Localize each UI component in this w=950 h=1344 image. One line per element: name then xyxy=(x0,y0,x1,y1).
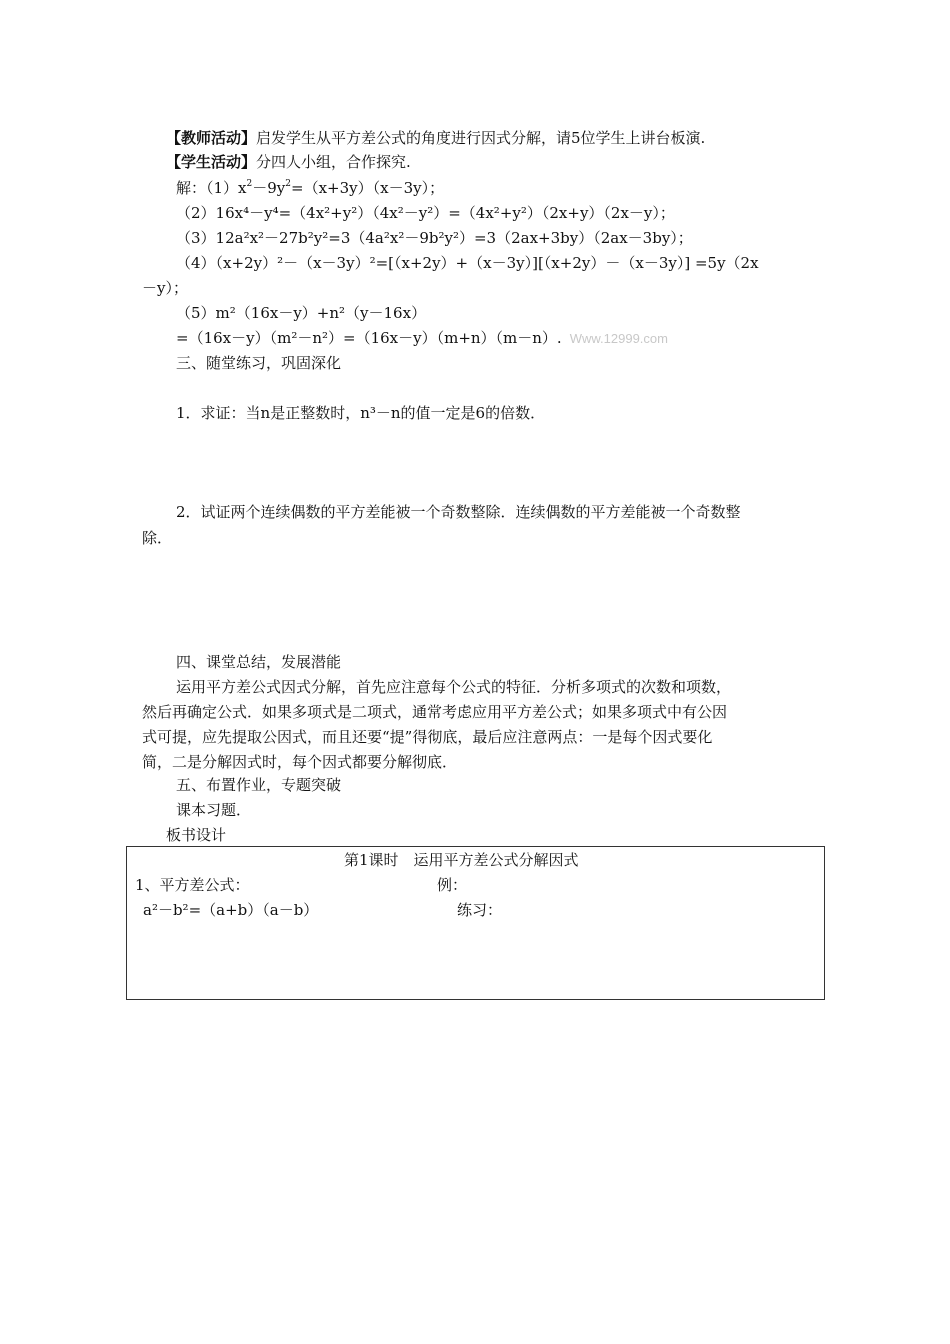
exercise-1: 1．求证：当n是正整数时，n³－n的值一定是6的倍数． xyxy=(176,404,546,422)
solution-step-2: （2）16x⁴－y⁴=（4x²+y²）（4x²－y²）=（4x²+y²）（2x+y）（2x－y）； xyxy=(176,204,675,222)
summary-line-3: 式可提，应先提取公因式，而且还要“提”得彻底，最后应注意两点：一是每个因式要化 xyxy=(142,728,713,746)
student-activity-text: 分四人小组，合作探究. xyxy=(256,153,411,171)
summary-line-4: 简，二是分解因式时，每个因式都要分解彻底． xyxy=(142,753,458,771)
student-activity-line xyxy=(166,152,411,172)
solution-step-1-exp-b: 2 xyxy=(285,179,292,189)
summary-line-1: 运用平方差公式因式分解，首先应注意每个公式的特征．分析多项式的次数和项数， xyxy=(176,678,732,696)
solution-step-1-prefix: 解：（1）x xyxy=(176,179,247,197)
exercise-2-line-1: 2．试证两个连续偶数的平方差能被一个奇数整除．连续偶数的平方差能被一个奇数整 xyxy=(176,503,741,521)
section-3-title: 三、随堂练习，巩固深化 xyxy=(176,354,342,372)
board-formula: a²－b²=（a+b）（a－b） xyxy=(143,901,319,919)
summary-line-2: 然后再确定公式．如果多项式是二项式，通常考虑应用平方差公式；如果多项式中有公因 xyxy=(142,703,728,721)
teacher-activity-line xyxy=(166,128,705,148)
solution-step-1-mid: －9y xyxy=(252,179,286,197)
section-5-title: 五、布置作业，专题突破 xyxy=(176,776,342,794)
watermark: Www.12999.com xyxy=(569,331,668,346)
exercise-2-line-2: 除． xyxy=(142,529,173,547)
solution-step-4-line-1: （4）（x+2y）²－（x－3y）²=[（x+2y）+（x－3y）][（x+2y）－（x－3y）] =5y（2x xyxy=(176,254,759,272)
section-4-title: 四、课堂总结，发展潜能 xyxy=(176,653,342,671)
solution-step-5-line-1: （5）m²（16x－y）+n²（y－16x） xyxy=(176,304,427,322)
solution-step-4-line-2: －y）； xyxy=(142,279,188,297)
teacher-activity-text: 启发学生从平方差公式的角度进行因式分解，请5位学生上讲台板演. xyxy=(256,129,706,147)
homework-text: 课本习题． xyxy=(176,801,252,819)
student-activity-tag: 【学生活动】 xyxy=(166,153,257,171)
solution-step-1 xyxy=(176,178,444,198)
board-item-formula-label: 1、平方差公式： xyxy=(135,876,250,894)
teacher-activity-tag: 【教师活动】 xyxy=(166,129,257,147)
board-design-heading: 板书设计 xyxy=(166,826,227,844)
solution-step-1-exp-a: 2 xyxy=(246,179,253,189)
solution-step-3: （3）12a²x²－27b²y²=3（4a²x²－9b²y²）=3（2ax+3by）（2ax－3by）； xyxy=(176,229,693,247)
board-title: 第1课时 运用平方差公式分解因式 xyxy=(344,851,579,869)
solution-step-1-result: =（x+3y）（x－3y）； xyxy=(291,179,445,197)
board-example-label: 例： xyxy=(437,876,468,894)
board-practice-label: 练习： xyxy=(457,901,503,919)
board-design-box xyxy=(126,846,825,1000)
solution-step-5-result: =（16x－y）（m²－n²）=（16x－y）（m+n）（m－n）. xyxy=(176,329,562,347)
solution-step-5-line-2 xyxy=(176,328,668,349)
